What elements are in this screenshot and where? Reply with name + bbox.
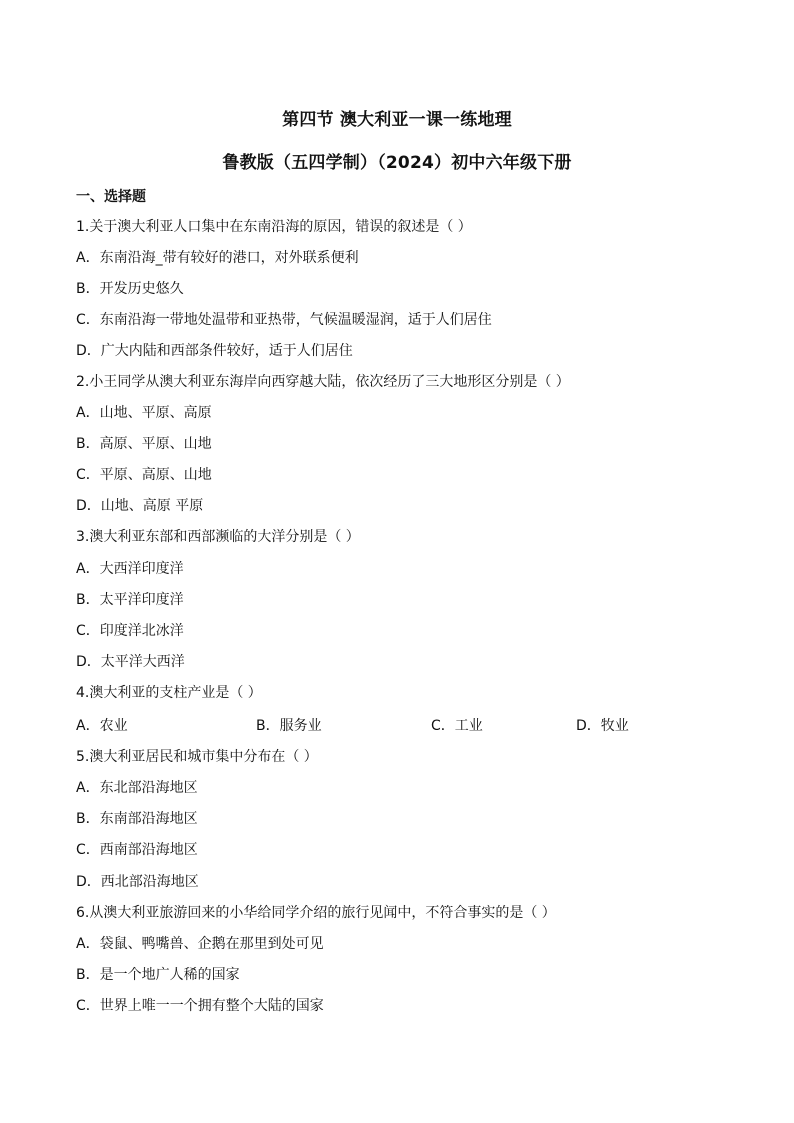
question-6-option-c: C．世界上唯一一个拥有整个大陆的国家 bbox=[76, 998, 324, 1014]
question-3-option-b: B．太平洋印度洋 bbox=[76, 592, 184, 608]
question-6-option-b: B．是一个地广人稀的国家 bbox=[76, 967, 240, 983]
question-4-option-d: D．牧业 bbox=[576, 718, 629, 734]
question-3-option-d: D．太平洋大西洋 bbox=[76, 654, 185, 670]
question-1-option-b: B．开发历史悠久 bbox=[76, 281, 184, 297]
question-2-stem: 2.小王同学从澳大利亚东海岸向西穿越大陆，依次经历了三大地形区分别是（ ） bbox=[76, 374, 570, 390]
question-5-option-b: B．东南部沿海地区 bbox=[76, 811, 198, 827]
question-4-option-b: B．服务业 bbox=[256, 718, 322, 734]
question-2-option-a: A．山地、平原、高原 bbox=[76, 405, 212, 421]
question-1-stem: 1.关于澳大利亚人口集中在东南沿海的原因，错误的叙述是（ ） bbox=[76, 219, 472, 235]
section-heading: 一、选择题 bbox=[76, 189, 146, 205]
question-4-option-a: A．农业 bbox=[76, 718, 128, 734]
question-1-option-a: A．东南沿海_带有较好的港口，对外联系便利 bbox=[76, 250, 359, 266]
question-1-option-c: C．东南沿海一带地处温带和亚热带，气候温暖湿润，适于人们居住 bbox=[76, 312, 492, 328]
document-subtitle: 鲁教版（五四学制）（2024）初中六年级下册 bbox=[222, 153, 572, 173]
question-5-option-d: D．西北部沿海地区 bbox=[76, 874, 199, 890]
question-1-option-d: D．广大内陆和西部条件较好，适于人们居住 bbox=[76, 343, 353, 359]
question-2-option-c: C．平原、高原、山地 bbox=[76, 467, 212, 483]
question-2-option-b: B．高原、平原、山地 bbox=[76, 436, 212, 452]
document-title: 第四节 澳大利亚一课一练地理 bbox=[282, 110, 512, 130]
question-3-option-c: C．印度洋北冰洋 bbox=[76, 623, 184, 639]
question-4-option-c: C．工业 bbox=[431, 718, 483, 734]
question-3-stem: 3.澳大利亚东部和西部濒临的大洋分别是（ ） bbox=[76, 529, 360, 545]
question-4-stem: 4.澳大利亚的支柱产业是（ ） bbox=[76, 685, 262, 701]
question-6-option-a: A．袋鼠、鸭嘴兽、企鹅在那里到处可见 bbox=[76, 936, 324, 952]
question-3-option-a: A．大西洋印度洋 bbox=[76, 561, 184, 577]
question-5-option-c: C．西南部沿海地区 bbox=[76, 842, 198, 858]
question-2-option-d: D．山地、高原 平原 bbox=[76, 498, 204, 514]
question-5-stem: 5.澳大利亚居民和城市集中分布在（ ） bbox=[76, 749, 318, 765]
question-5-option-a: A．东北部沿海地区 bbox=[76, 780, 198, 796]
question-6-stem: 6.从澳大利亚旅游回来的小华给同学介绍的旅行见闻中，不符合事实的是（ ） bbox=[76, 905, 556, 921]
